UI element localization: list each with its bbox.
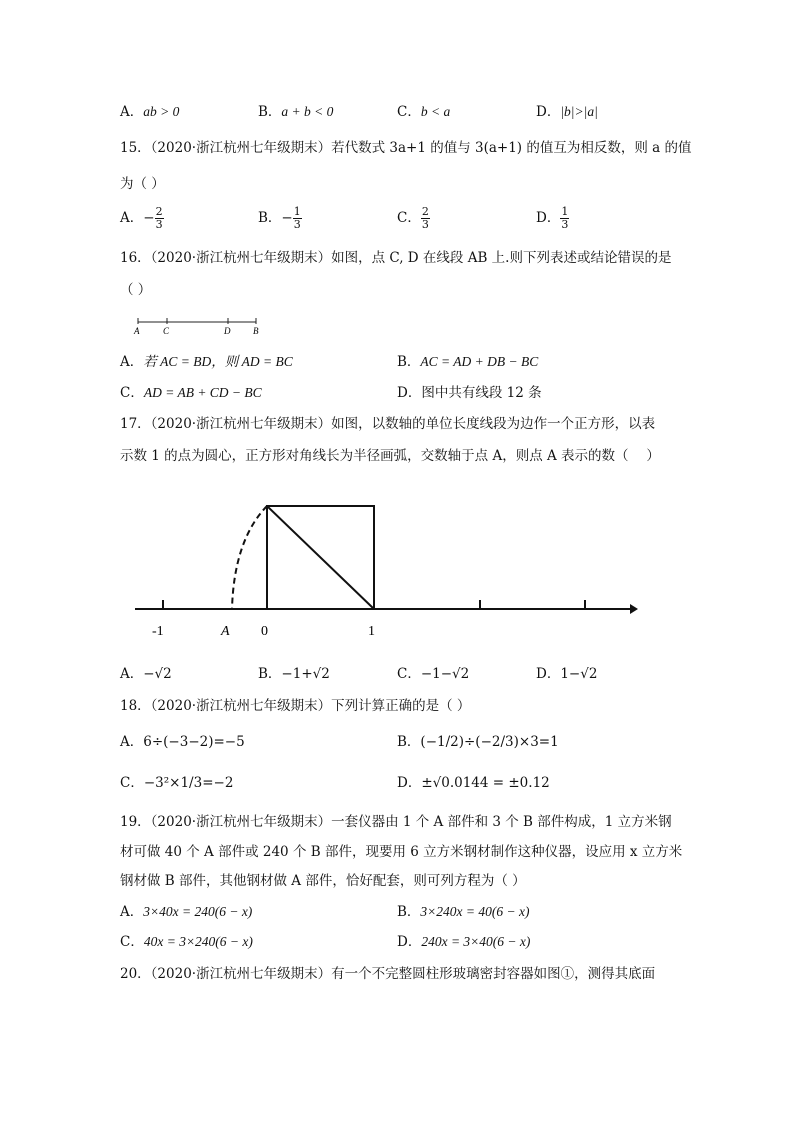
q19-option-c: C．40x = 3×240(6 − x)	[120, 934, 253, 950]
q20-stem-line1: 20．（2020·浙江杭州七年级期末）有一个不完整圆柱形玻璃密封容器如图①，测得其底面	[120, 966, 656, 982]
label-b: B	[253, 326, 259, 336]
q18-option-a: A．6÷(−3−2)=−5	[120, 734, 245, 750]
dashed-arc	[232, 506, 267, 609]
axis-arrow-icon	[630, 604, 638, 614]
label-c: C	[163, 326, 170, 336]
q17-option-b: B．−1+√2	[258, 666, 330, 682]
q17-stem-line2: 示数 1 的点为圆心，正方形对角线长为半径画弧，交数轴于点 A，则点 A 表示的数（ ）	[120, 448, 660, 464]
q19-stem-line3: 钢材做 B 部件，其他钢材做 A 部件，恰好配套，则可列方程为（ ）	[120, 873, 526, 889]
q17-option-d: D．1−√2	[536, 666, 598, 682]
q17-stem-line1: 17．（2020·浙江杭州七年级期末）如图，以数轴的单位长度线段为边作一个正方形，以表	[120, 416, 656, 432]
q18-option-d: D．±√0.0144 = ±0.12	[397, 775, 550, 791]
q15-option-c: C． $\frac{2}{3}$	[397, 205, 429, 231]
q16-segment-figure	[130, 312, 270, 338]
label-d: D	[224, 326, 231, 336]
q16-stem-line2: （ ）	[120, 282, 152, 298]
q17-option-c: C．−1−√2	[397, 666, 470, 682]
q19-stem-line2: 材可做 40 个 A 部件或 240 个 B 部件，现要用 6 立方米钢材制作这种仪器，设应用 x 立方米	[120, 844, 683, 860]
square-diagonal	[267, 506, 374, 609]
q19-option-b: B．3×240x = 40(6 − x)	[397, 904, 530, 920]
q17-option-a: A．−√2	[120, 666, 172, 682]
q14-option-c: C．b < a	[397, 104, 451, 120]
q15-option-a: A．− $\frac{2}{3}$	[120, 205, 163, 231]
q15-option-d: D． $\frac{1}{3}$	[536, 205, 569, 231]
q16-option-d: D．图中共有线段 12 条	[397, 385, 542, 401]
tick-label-neg1: -1	[152, 624, 164, 639]
q15-option-b: B．− $\frac{1}{3}$	[258, 205, 301, 231]
q17-number-line-figure	[130, 500, 650, 650]
q19-option-a: A．3×40x = 240(6 − x)	[120, 904, 253, 920]
q18-stem: 18．（2020·浙江杭州七年级期末）下列计算正确的是（ ）	[120, 698, 471, 714]
q15-stem-line1: 15．（2020·浙江杭州七年级期末）若代数式 3a+1 的值与 3(a+1) 的值互为相反数，则 a 的值	[120, 140, 692, 156]
q16-option-c: C．AD = AB + CD − BC	[120, 385, 262, 401]
q14-option-a: A．ab > 0	[120, 104, 180, 120]
q15-stem-line2: 为（ ）	[120, 176, 165, 192]
q16-stem-line1: 16．（2020·浙江杭州七年级期末）如图，点 C, D 在线段 AB 上.则下列表述或结论错误的是	[120, 250, 672, 266]
q19-stem-line1: 19．（2020·浙江杭州七年级期末）一套仪器由 1 个 A 部件和 3 个 B 部件构成，1 立方米钢	[120, 814, 672, 830]
q16-option-a: A．若 AC = BD，则 AD = BC	[120, 354, 293, 370]
q19-option-d: D．240x = 3×40(6 − x)	[397, 934, 531, 950]
q14-option-b: B．a + b < 0	[258, 104, 334, 120]
q14-option-d: D．|b|>|a|	[536, 104, 598, 120]
point-label-a: A	[221, 624, 230, 639]
tick-label-0: 0	[261, 624, 268, 639]
label-a: A	[134, 326, 140, 336]
q18-option-c: C．−3²×1/3=−2	[120, 775, 234, 791]
tick-label-1: 1	[368, 624, 375, 639]
q18-option-b: B．(−1/2)÷(−2/3)×3=1	[397, 734, 559, 750]
q16-option-b: B．AC = AD + DB − BC	[397, 354, 539, 370]
